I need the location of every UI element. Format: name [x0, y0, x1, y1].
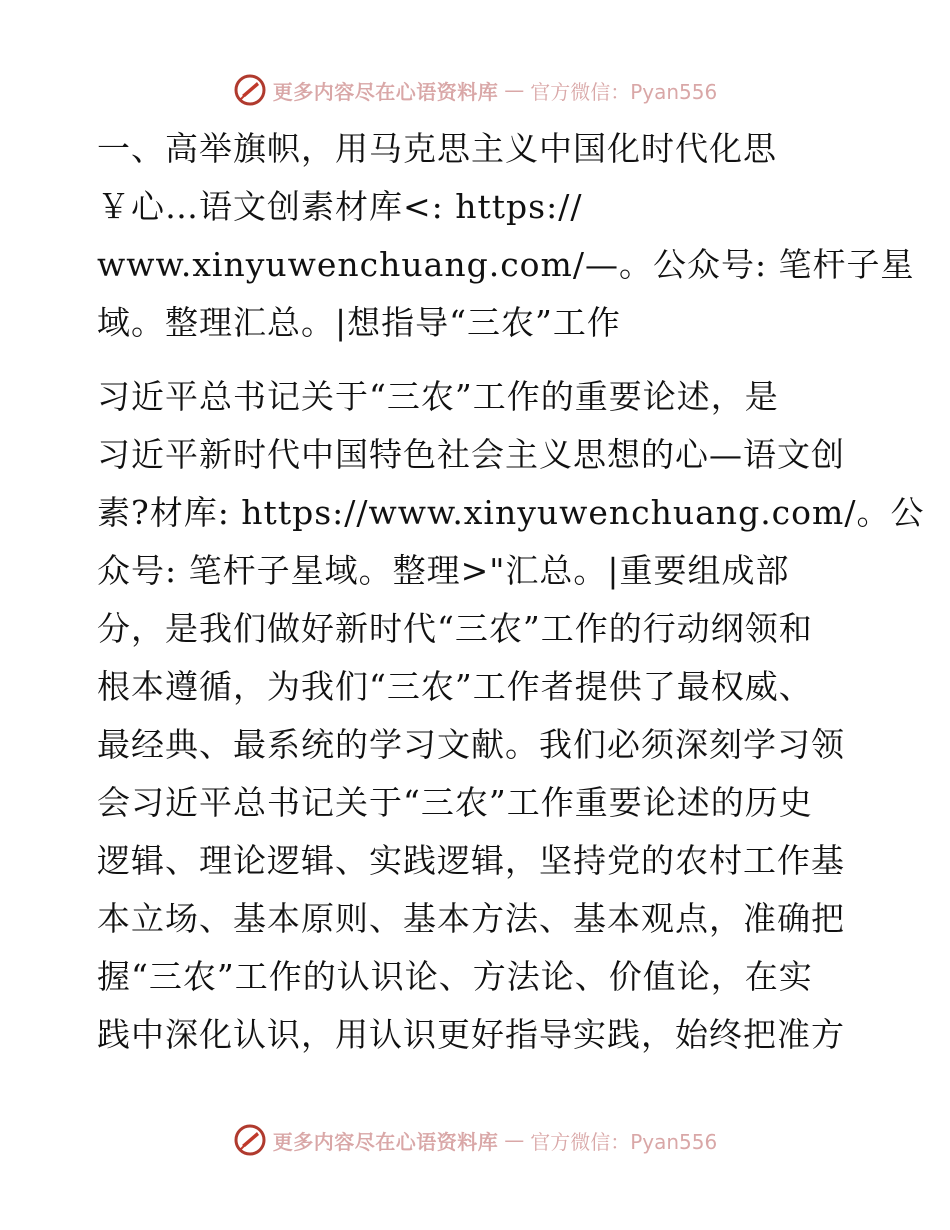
- banner-separator: —: [504, 78, 525, 102]
- text-line: 会习近平总书记关于“三农”工作重要论述的历史: [97, 783, 813, 822]
- banner-title: 更多内容尽在心语资料库: [272, 1129, 499, 1154]
- text-line: 本立场、基本原则、基本方法、基本观点，准确把: [97, 899, 845, 938]
- text-line: 域。整理汇总。|想指导“三农”工作: [97, 303, 621, 342]
- banner-wechat: 官方微信：Pyan556: [530, 79, 718, 104]
- logo-icon: [233, 73, 267, 107]
- text-line: 根本遵循，为我们“三农”工作者提供了最权威、: [97, 667, 813, 706]
- header-banner: [0, 70, 950, 110]
- paragraph: [97, 368, 925, 1064]
- logo-icon: [233, 1123, 267, 1157]
- document-body: [97, 120, 925, 1064]
- text-line: 习近平新时代中国特色社会主义思想的心—语文创: [97, 435, 845, 474]
- text-line: 践中深化认识，用认识更好指导实践，始终把准方: [97, 1015, 845, 1054]
- banner-separator: —: [504, 1128, 525, 1152]
- text-line: 习近平总书记关于“三农”工作的重要论述，是: [97, 377, 779, 416]
- text-line: www.xinyuwenchuang.com/—。公众号: 笔杆子星: [97, 245, 915, 284]
- text-line: 众号: 笔杆子星域。整理>"汇总。|重要组成部: [97, 551, 790, 590]
- text-line: 分，是我们做好新时代“三农”工作的行动纲领和: [97, 609, 813, 648]
- text-line: 最经典、最系统的学习文献。我们必须深刻学习领: [97, 725, 845, 764]
- text-line: 握“三农”工作的认识论、方法论、价值论，在实: [97, 957, 813, 996]
- footer-banner: [0, 1120, 950, 1160]
- paragraph: [97, 120, 915, 352]
- banner-title: 更多内容尽在心语资料库: [272, 79, 499, 104]
- banner-wechat: 官方微信：Pyan556: [530, 1129, 718, 1154]
- text-line: 素?材库: https://www.xinyuwenchuang.com/。公: [97, 493, 925, 532]
- text-line: 一、高举旗帜，用马克思主义中国化时代化思: [97, 129, 777, 168]
- text-line: 逻辑、理论逻辑、实践逻辑，坚持党的农村工作基: [97, 841, 845, 880]
- text-line: ￥心…语文创素材库<: https://: [97, 187, 583, 226]
